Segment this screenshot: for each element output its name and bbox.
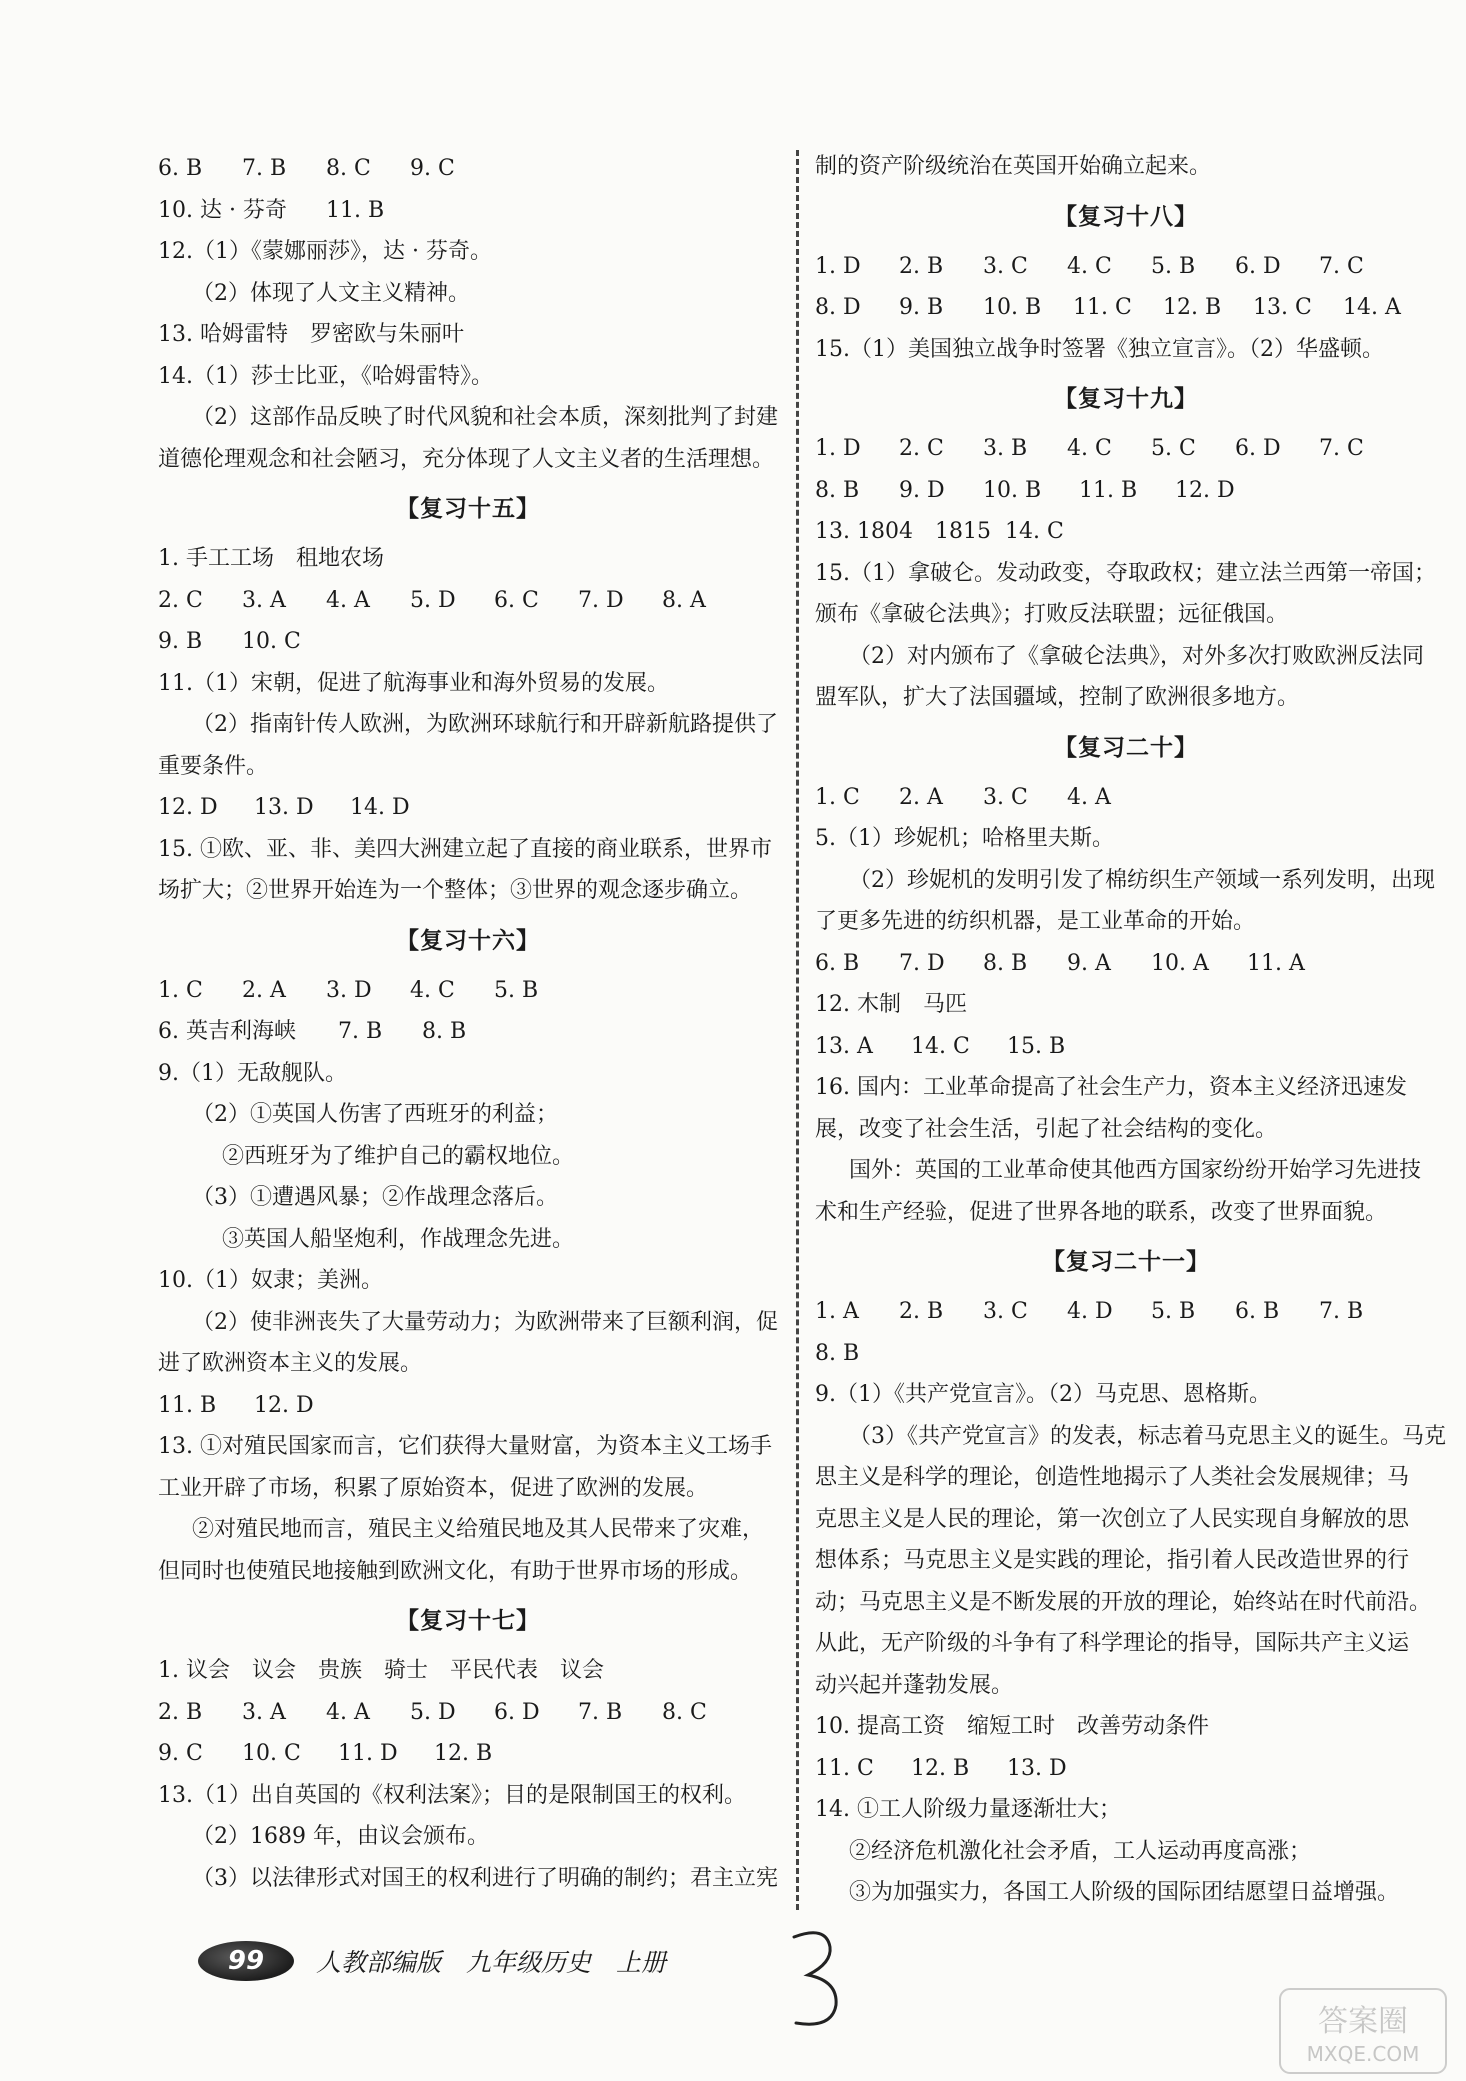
answer-line: 克思主义是人民的理论，第一次创立了人民实现自身解放的思 bbox=[815, 1506, 1410, 1532]
answer-cell: 9. C bbox=[158, 1741, 203, 1766]
section-heading: 【复习十五】 bbox=[396, 496, 540, 522]
answer-line: 12. 木制 马匹 bbox=[815, 992, 967, 1017]
answer-line: （2）①英国人伤害了西班牙的利益； bbox=[192, 1102, 558, 1127]
answer-cell: 6. C bbox=[494, 587, 539, 613]
answer-line: 9.（1）《共产党宣言》。（2）马克思、恩格斯。 bbox=[815, 1382, 1271, 1407]
answer-row bbox=[158, 1011, 778, 1053]
answer-line: 国外：英国的工业革命使其他西方国家纷纷开始学习先进技 bbox=[849, 1158, 1422, 1183]
answer-line: 重要条件。 bbox=[158, 753, 269, 779]
answer-line: 盟军队，扩大了法国疆域，控制了欧洲很多地方。 bbox=[815, 685, 1300, 710]
answer-cell: 8. B bbox=[422, 1019, 467, 1044]
answer-cell: 6. B bbox=[1235, 1299, 1280, 1324]
answer-line: 14. ①工人阶级力量逐渐壮大； bbox=[815, 1797, 1121, 1822]
answer-row bbox=[158, 1733, 778, 1775]
answer-cell: 4. A bbox=[326, 1699, 370, 1725]
answer-cell: 2. C bbox=[158, 587, 203, 613]
answer-cell: 4. C bbox=[1067, 253, 1112, 279]
answer-row bbox=[815, 246, 1437, 288]
answer-cell: 3. C bbox=[983, 1299, 1028, 1324]
answer-cell: 8. C bbox=[662, 1699, 707, 1725]
answer-line: 动；马克思主义是不断发展的开放的理论，始终站在时代前沿。 bbox=[815, 1589, 1432, 1615]
answer-cell: 7. C bbox=[1319, 253, 1364, 279]
answer-cell: 6. 英吉利海峡 bbox=[158, 1019, 296, 1044]
answer-cell: 8. C bbox=[326, 156, 371, 181]
answer-row bbox=[158, 1385, 778, 1427]
answer-cell: 6. B bbox=[815, 950, 860, 976]
answer-row bbox=[815, 287, 1437, 329]
answer-cell: 13. 1804 1815 bbox=[815, 519, 991, 544]
answer-cell: 6. B bbox=[158, 156, 203, 181]
answer-cell: 9. B bbox=[899, 295, 944, 320]
answer-row bbox=[158, 787, 778, 829]
section-heading: 【复习二十】 bbox=[1054, 734, 1198, 761]
answer-cell: 2. C bbox=[899, 436, 944, 461]
answer-row bbox=[815, 777, 1437, 819]
answer-cell: 7. B bbox=[242, 156, 287, 181]
answer-line: 15. ①欧、亚、非、美四大洲建立起了直接的商业联系，世界市 bbox=[158, 836, 772, 862]
answer-line: ②西班牙为了维护自己的霸权地位。 bbox=[222, 1143, 575, 1169]
answer-cell: 10. A bbox=[1151, 950, 1209, 976]
answer-line: 8. B bbox=[815, 1340, 860, 1366]
answer-cell: 1. D bbox=[815, 253, 861, 279]
answer-cell: 12. B bbox=[434, 1741, 493, 1766]
answer-line: 但同时也使殖民地接触到欧洲文化，有助于世界市场的形成。 bbox=[158, 1558, 753, 1584]
watermark-line2: MXQE.COM bbox=[1306, 2042, 1420, 2066]
page-number-badge: 99 bbox=[198, 1941, 294, 1981]
answer-line: 道德伦理观念和社会陋习，充分体现了人文主义者的生活理想。 bbox=[158, 446, 775, 472]
answer-cell: 5. C bbox=[1151, 436, 1196, 461]
answer-line: （2）珍妮机的发明引发了棉纺织生产领域一系列发明，出现 bbox=[849, 867, 1435, 893]
answer-cell: 13. A bbox=[815, 1033, 873, 1059]
answer-cell: 6. D bbox=[494, 1699, 540, 1725]
answer-line: （2）这部作品反映了时代风貌和社会本质，深刻批判了封建 bbox=[192, 405, 778, 430]
section-heading: 【复习二十一】 bbox=[1042, 1249, 1210, 1275]
answer-line: （3）①遭遇风暴；②作战理念落后。 bbox=[192, 1185, 558, 1210]
answer-row bbox=[815, 1748, 1437, 1790]
answer-cell: 4. A bbox=[326, 587, 370, 613]
answer-cell: 6. D bbox=[1235, 253, 1281, 279]
answer-cell: 12. D bbox=[254, 1392, 314, 1418]
answer-cell: 4. A bbox=[1067, 784, 1111, 810]
answer-cell: 14. D bbox=[350, 795, 410, 820]
book-info: 人教部编版 九年级历史 上册 bbox=[316, 1948, 667, 1977]
answer-cell: 6. D bbox=[1235, 436, 1281, 461]
answer-line: ②对殖民地而言，殖民主义给殖民地及其人民带来了灾难， bbox=[192, 1517, 765, 1542]
answer-cell: 8. A bbox=[662, 587, 706, 613]
answer-line: ③为加强实力，各国工人阶级的国际团结愿望日益增强。 bbox=[849, 1880, 1400, 1905]
answer-row bbox=[815, 428, 1437, 470]
answer-cell: 7. D bbox=[899, 950, 945, 976]
answer-row bbox=[815, 470, 1437, 512]
answer-cell: 1. A bbox=[815, 1299, 859, 1324]
answer-cell: 5. D bbox=[410, 587, 456, 613]
answer-line: 工业开辟了市场，积累了原始资本，促进了欧洲的发展。 bbox=[158, 1475, 709, 1501]
answer-cell: 4. C bbox=[410, 977, 455, 1003]
answer-cell: 11. A bbox=[1247, 950, 1305, 976]
answer-cell: 9. A bbox=[1067, 950, 1111, 976]
answer-line: 5.（1）珍妮机；哈格里夫斯。 bbox=[815, 826, 1114, 851]
answer-line: 术和生产经验，促进了世界各地的联系，改变了世界面貌。 bbox=[815, 1199, 1388, 1225]
answer-cell: 14. C bbox=[1005, 519, 1064, 544]
answer-cell: 3. A bbox=[242, 587, 286, 613]
answer-cell: 12. D bbox=[1175, 477, 1235, 503]
answer-cell: 10. 达 · 芬奇 bbox=[158, 197, 287, 223]
handwritten-3-mark-icon bbox=[786, 1925, 846, 2035]
answer-cell: 2. A bbox=[899, 784, 943, 810]
answer-cell: 1. D bbox=[815, 436, 861, 461]
answer-cell: 7. C bbox=[1319, 436, 1364, 461]
answer-row bbox=[815, 1026, 1437, 1068]
right-column bbox=[815, 146, 1446, 1914]
answer-line: 展，改变了社会生活，引起了社会结构的变化。 bbox=[815, 1116, 1278, 1142]
answer-line: （2）1689 年，由议会颁布。 bbox=[192, 1824, 489, 1849]
answer-cell: 11. B bbox=[326, 197, 385, 223]
answer-cell: 7. B bbox=[578, 1699, 623, 1725]
answer-cell: 8. B bbox=[815, 477, 860, 503]
answer-cell: 10. B bbox=[983, 295, 1042, 320]
answer-cell: 7. B bbox=[1319, 1299, 1364, 1324]
answer-row bbox=[158, 970, 778, 1012]
answer-cell: 4. C bbox=[1067, 436, 1112, 461]
answer-line: 想体系；马克思主义是实践的理论，指引着人民改造世界的行 bbox=[815, 1548, 1410, 1573]
answer-line: （2）对内颁布了《拿破仑法典》，对外多次打败欧洲反法同 bbox=[849, 643, 1424, 669]
answer-line: 13. ①对殖民国家而言，它们获得大量财富，为资本主义工场手 bbox=[158, 1434, 772, 1459]
answer-line: 从此，无产阶级的斗争有了科学理论的指导，国际共产主义运 bbox=[815, 1631, 1410, 1656]
left-column bbox=[158, 148, 778, 1899]
column-divider bbox=[796, 150, 799, 1910]
answer-cell: 11. B bbox=[158, 1392, 217, 1418]
answer-line: 场扩大；②世界开始连为一个整体；③世界的观念逐步确立。 bbox=[158, 878, 753, 903]
answer-cell: 10. C bbox=[242, 1741, 301, 1766]
section-heading: 【复习十六】 bbox=[396, 927, 540, 954]
answer-line: （2）体现了人文主义精神。 bbox=[192, 280, 470, 306]
answer-cell: 13. D bbox=[1007, 1755, 1067, 1781]
answer-cell: 10. B bbox=[983, 477, 1042, 503]
answer-cell: 15. B bbox=[1007, 1033, 1066, 1059]
section-heading: 【复习十八】 bbox=[1054, 203, 1198, 230]
answer-line: 9.（1）无敌舰队。 bbox=[158, 1060, 347, 1086]
answer-line: 1. 手工工场 租地农场 bbox=[158, 546, 384, 571]
answer-cell: 5. B bbox=[494, 977, 539, 1003]
answer-line: （2）指南针传人欧洲，为欧洲环球航行和开辟新航路提供了 bbox=[192, 712, 778, 737]
answer-cell: 9. D bbox=[899, 477, 945, 503]
answer-line: 制的资产阶级统治在英国开始确立起来。 bbox=[815, 154, 1212, 179]
answer-line: 12.（1）《蒙娜丽莎》，达 · 芬奇。 bbox=[158, 239, 492, 264]
answer-cell: 1. C bbox=[815, 784, 860, 810]
answer-cell: 12. B bbox=[911, 1755, 970, 1781]
answer-line: 14.（1）莎士比亚，《哈姆雷特》。 bbox=[158, 363, 493, 389]
answer-line: 动兴起并蓬勃发展。 bbox=[815, 1672, 1014, 1698]
answer-cell: 5. B bbox=[1151, 1299, 1196, 1324]
answer-cell: 13. C bbox=[1253, 295, 1312, 320]
answer-cell: 11. B bbox=[1079, 477, 1138, 503]
answer-line: 1. 议会 议会 贵族 骑士 平民代表 议会 bbox=[158, 1658, 604, 1683]
watermark-logo-icon bbox=[1278, 1987, 1448, 2075]
answer-line: （3）《共产党宣言》的发表，标志着马克思主义的诞生。马克 bbox=[849, 1423, 1446, 1449]
answer-line: 进了欧洲资本主义的发展。 bbox=[158, 1351, 423, 1376]
answer-line: 15.（1）美国独立战争时签署《独立宣言》。（2）华盛顿。 bbox=[815, 336, 1384, 362]
answer-cell: 3. C bbox=[983, 253, 1028, 279]
answer-cell: 12. D bbox=[158, 795, 218, 820]
answer-line: 10. 提高工资 缩短工时 改善劳动条件 bbox=[815, 1714, 1209, 1739]
answer-cell: 12. B bbox=[1163, 295, 1222, 320]
answer-line: 16. 国内：工业革命提高了社会生产力，资本主义经济迅速发 bbox=[815, 1075, 1407, 1100]
answer-cell: 3. B bbox=[983, 436, 1028, 461]
answer-cell: 2. A bbox=[242, 977, 286, 1003]
answer-row bbox=[158, 580, 778, 622]
answer-line: ②经济危机激化社会矛盾，工人运动再度高涨； bbox=[849, 1838, 1312, 1864]
answer-line: （2）使非洲丧失了大量劳动力；为欧洲带来了巨额利润，促 bbox=[192, 1309, 778, 1335]
answer-cell: 9. B bbox=[158, 629, 203, 654]
section-heading: 【复习十九】 bbox=[1054, 386, 1198, 412]
answer-line: 思主义是科学的理论，创造性地揭示了人类社会发展规律；马 bbox=[815, 1465, 1410, 1490]
answer-cell: 4. D bbox=[1067, 1299, 1113, 1324]
answer-cell: 3. A bbox=[242, 1699, 286, 1725]
answer-cell: 11. C bbox=[815, 1755, 874, 1781]
answer-cell: 3. C bbox=[983, 784, 1028, 810]
answer-cell: 2. B bbox=[899, 1299, 944, 1324]
answer-row bbox=[815, 511, 1437, 553]
watermark-line1: 答案圈 bbox=[1318, 2004, 1408, 2039]
answer-cell: 1. C bbox=[158, 977, 203, 1003]
section-heading: 【复习十七】 bbox=[396, 1608, 540, 1634]
answer-cell: 5. D bbox=[410, 1699, 456, 1725]
answer-row bbox=[158, 621, 778, 663]
answer-cell: 7. B bbox=[338, 1019, 383, 1044]
answer-line: ③英国人船坚炮利，作战理念先进。 bbox=[222, 1226, 575, 1252]
answer-row bbox=[158, 148, 778, 190]
answer-line: 了更多先进的纺织机器，是工业革命的开始。 bbox=[815, 909, 1256, 934]
answer-cell: 11. C bbox=[1073, 295, 1132, 320]
answer-line: 10.（1）奴隶；美洲。 bbox=[158, 1268, 383, 1293]
page-footer bbox=[198, 1938, 666, 1984]
answer-cell: 10. C bbox=[242, 629, 301, 654]
answer-cell: 5. B bbox=[1151, 253, 1196, 279]
answer-cell: 8. B bbox=[983, 950, 1028, 976]
answer-cell: 9. C bbox=[410, 156, 455, 181]
answer-cell: 13. D bbox=[254, 795, 314, 820]
answer-cell: 8. D bbox=[815, 295, 861, 320]
answer-cell: 14. C bbox=[911, 1033, 970, 1059]
answer-cell: 14. A bbox=[1343, 295, 1401, 320]
answer-cell: 2. B bbox=[899, 253, 944, 279]
answer-row bbox=[815, 1291, 1437, 1333]
answer-line: 13.（1）出自英国的《权利法案》；目的是限制国王的权利。 bbox=[158, 1782, 746, 1808]
answer-line: 颁布《拿破仑法典》；打败反法联盟；远征俄国。 bbox=[815, 602, 1289, 627]
answer-line: 15.（1）拿破仑。发动政变，夺取政权；建立法兰西第一帝国； bbox=[815, 560, 1436, 586]
answer-row bbox=[158, 1692, 778, 1734]
answer-line: 11.（1）宋朝，促进了航海事业和海外贸易的发展。 bbox=[158, 670, 669, 696]
answer-cell: 11. D bbox=[338, 1741, 398, 1766]
answer-line: （3）以法律形式对国王的权利进行了明确的制约；君主立宪 bbox=[192, 1865, 778, 1891]
answer-cell: 2. B bbox=[158, 1699, 203, 1725]
answer-row bbox=[815, 943, 1437, 985]
answer-cell: 7. D bbox=[578, 587, 624, 613]
answer-cell: 3. D bbox=[326, 977, 372, 1003]
answer-line: 13. 哈姆雷特 罗密欧与朱丽叶 bbox=[158, 322, 464, 347]
answer-row bbox=[158, 190, 778, 232]
